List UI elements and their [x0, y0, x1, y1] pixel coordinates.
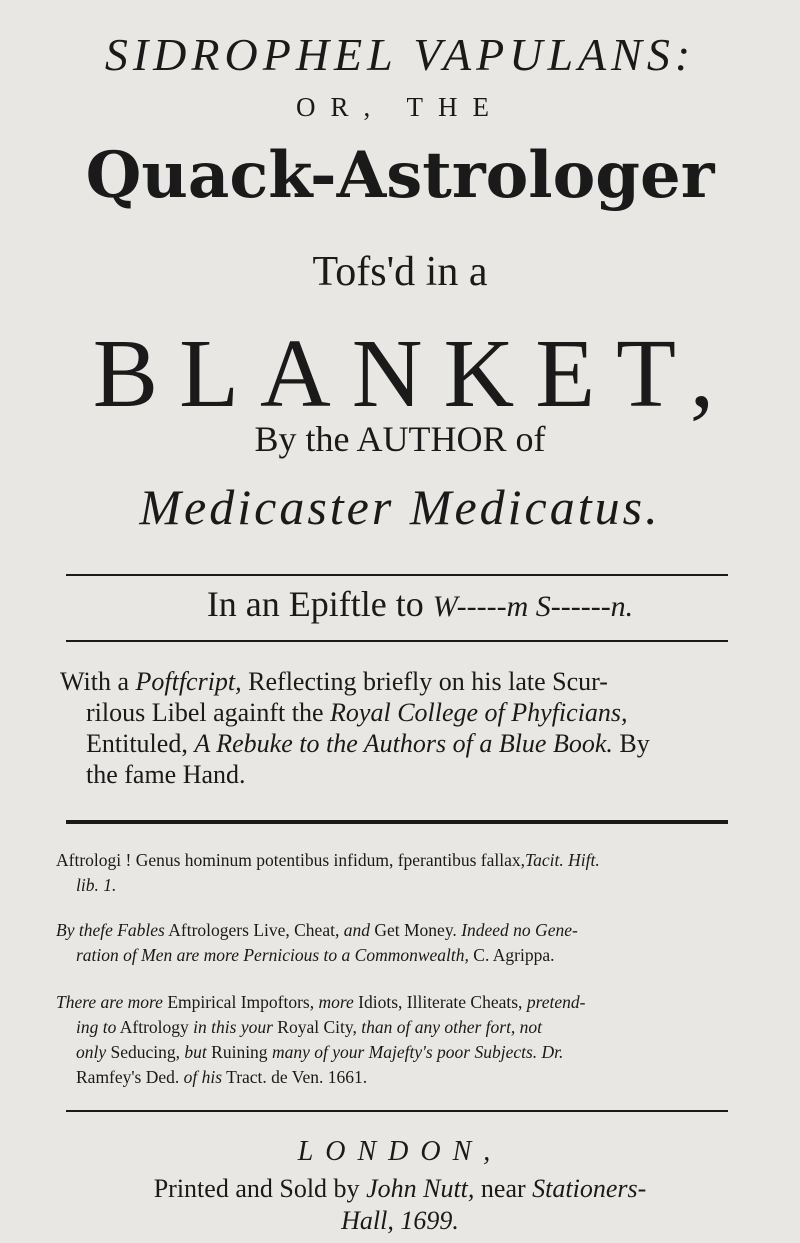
quote-citation: Tacit. Hift.: [525, 850, 600, 870]
postscript-text: rilous Libel againft the: [86, 698, 331, 727]
quote-line: [56, 990, 746, 1015]
epistle-recipient: W-----m S------n.: [432, 590, 634, 623]
quote-text: ration of Men are more Pernicious to a Commonwealth,: [76, 945, 469, 965]
postscript-text: Entituled,: [86, 729, 195, 758]
quote-text: of his: [183, 1067, 223, 1087]
quote-text: only: [76, 1042, 107, 1062]
postscript-text: A Rebuke to the Authors of a Blue Book.: [194, 729, 613, 758]
quote-text: There are more: [56, 992, 163, 1012]
quote-text: ing to: [76, 1017, 117, 1037]
title-line-sidrophel: SIDROPHEL VAPULANS:: [104, 29, 696, 80]
imprint-date-line: Hall, 1699.: [341, 1206, 459, 1235]
imprint-city: LONDON,: [297, 1136, 503, 1167]
quote-text: pretend-: [526, 992, 586, 1012]
quote-text: Idiots, Illiterate Cheats,: [353, 992, 527, 1012]
postscript-line: the fame Hand.: [86, 760, 246, 789]
quote-tacitus: [56, 848, 746, 898]
quote-line: [56, 918, 746, 943]
title-line-blanket: BLANKET,: [92, 320, 736, 428]
quote-text: Ruining: [206, 1042, 272, 1062]
postscript-line: [60, 728, 740, 759]
postscript-line: [60, 666, 740, 697]
quote-citation: C. Agrippa.: [468, 945, 555, 965]
divider-rule: [66, 640, 728, 642]
quote-ramsey: [56, 990, 746, 1090]
imprint-text: Printed and Sold by: [153, 1174, 367, 1203]
epistle-prefix: In an Epiftle to: [206, 584, 424, 624]
quote-text: more: [318, 992, 354, 1012]
postscript-text: Reflecting briefly on his late Scur-: [241, 667, 608, 696]
title-line-quack-astrologer: Quack-Astrologer: [85, 138, 715, 213]
title-line-medicaster: Medicaster Medicatus.: [139, 479, 661, 535]
quote-text: Royal City,: [272, 1017, 362, 1037]
quote-text: Empirical Impoftors,: [162, 992, 319, 1012]
epistle-line: [20, 583, 800, 625]
imprint-printer-name: John Nutt,: [366, 1174, 475, 1203]
quote-line: [56, 943, 746, 968]
imprint-printer-line: [0, 1174, 800, 1204]
quote-text: many of your Majefty's poor Subjects. Dr.: [271, 1042, 564, 1062]
postscript-text: Royal College of Phyficians,: [330, 698, 628, 727]
divider-rule: [66, 1110, 728, 1112]
imprint-text: Stationers-: [532, 1174, 647, 1203]
title-line-or-the: OR, THE: [295, 92, 504, 122]
postscript-text: With a: [60, 667, 136, 696]
postscript-text: By: [612, 729, 650, 758]
quote-text: in this your: [193, 1017, 273, 1037]
quote-text: and: [343, 920, 370, 940]
title-line-by-the-author: By the AUTHOR of: [254, 419, 546, 459]
imprint-text: near: [474, 1174, 533, 1203]
quote-text: By thefe Fables: [56, 920, 165, 940]
quote-text: Aftrologi ! Genus hominum potentibus infidum, fperantibus fallax,: [56, 850, 526, 870]
quote-text: Indeed no Gene-: [461, 920, 578, 940]
quote-text: Seducing,: [106, 1042, 185, 1062]
quote-text: Ramfey's Ded.: [76, 1067, 184, 1087]
quote-text: Get Money.: [369, 920, 462, 940]
postscript-paragraph: [60, 666, 740, 790]
postscript-line: [60, 697, 740, 728]
quote-line: [56, 1065, 746, 1090]
quote-text: than of any other fort, not: [361, 1017, 543, 1037]
quote-line: [56, 1040, 746, 1065]
quote-line: [56, 1015, 746, 1040]
quote-text: but: [184, 1042, 207, 1062]
quote-citation: Tract. de Ven. 1661.: [222, 1067, 368, 1087]
title-line-tossd-in-a: Tofs'd in a: [312, 249, 488, 295]
postscript-text: Poftfcript,: [135, 667, 242, 696]
quote-line: lib. 1.: [76, 875, 117, 895]
quote-line: [56, 848, 746, 873]
divider-rule: [66, 574, 728, 576]
quote-text: Aftrologers Live, Cheat,: [164, 920, 344, 940]
quote-text: Aftrology: [116, 1017, 194, 1037]
divider-rule-thick: [66, 820, 728, 824]
quote-agrippa: [56, 918, 746, 968]
